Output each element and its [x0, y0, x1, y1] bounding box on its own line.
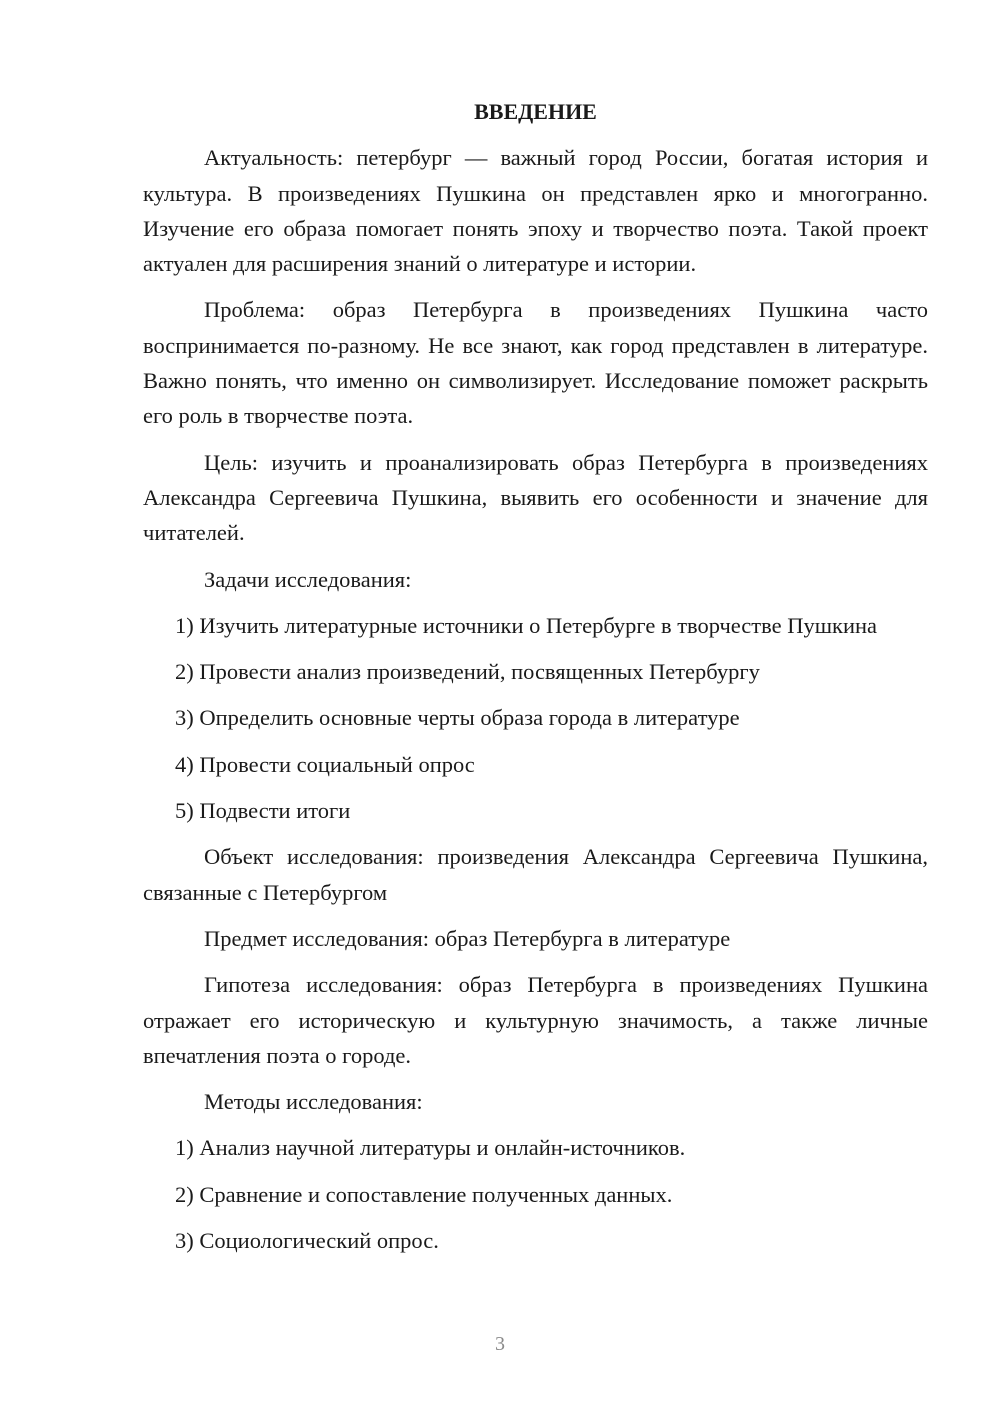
- relevance-paragraph: Актуальность: петербург — важный город России, богатая история и культура. В произведениях Пушкина он представлен ярко и многогранно. Изучение его образа помогает понять эпоху и творчество поэта. Такой проект актуален для расширения знаний о литературе и истории.: [143, 145, 928, 277]
- object-paragraph: Объект исследования: произведения Александра Сергеевича Пушкина, связанные с Петербургом: [143, 844, 928, 905]
- hypothesis-paragraph: Гипотеза исследования: образ Петербурга в произведениях Пушкина отражает его историческую и культурную значимость, а также личные впечатления поэта о городе.: [143, 972, 928, 1068]
- document-page: [143, 94, 928, 1269]
- tasks-heading: Задачи исследования:: [204, 566, 412, 592]
- task-item: 3) Определить основные черты образа города в литературе: [175, 705, 740, 731]
- method-item: 2) Сравнение и сопоставление полученных данных.: [175, 1181, 673, 1207]
- subject-paragraph: Предмет исследования: образ Петербурга в литературе: [204, 925, 731, 951]
- task-item: 5) Подвести итоги: [175, 798, 351, 824]
- methods-list: [143, 1130, 928, 1258]
- goal-paragraph: Цель: изучить и проанализировать образ Петербурга в произведениях Александра Сергеевича Пушкина, выявить его особенности и значение для читателей.: [143, 449, 928, 546]
- document-title: ВВЕДЕНИЕ: [474, 99, 597, 124]
- task-item: 4) Провести социальный опрос: [175, 751, 475, 777]
- method-item: 1) Анализ научной литературы и онлайн-источников.: [175, 1135, 686, 1161]
- method-item: 3) Социологический опрос.: [175, 1228, 439, 1254]
- tasks-list: [143, 608, 928, 828]
- task-item: 2) Провести анализ произведений, посвященных Петербургу: [175, 659, 760, 685]
- problem-paragraph: Проблема: образ Петербурга в произведениях Пушкина часто воспринимается по-разному. Не все знают, как город представлен в литературе. Важно понять, что именно он символизирует. Исследование поможет раскрыть его роль в творчестве поэта.: [143, 297, 928, 429]
- methods-heading: Методы исследования:: [204, 1089, 423, 1115]
- page-number: 3: [495, 1333, 505, 1355]
- task-item: 1) Изучить литературные источники о Петербурге в творчестве Пушкина: [175, 612, 878, 638]
